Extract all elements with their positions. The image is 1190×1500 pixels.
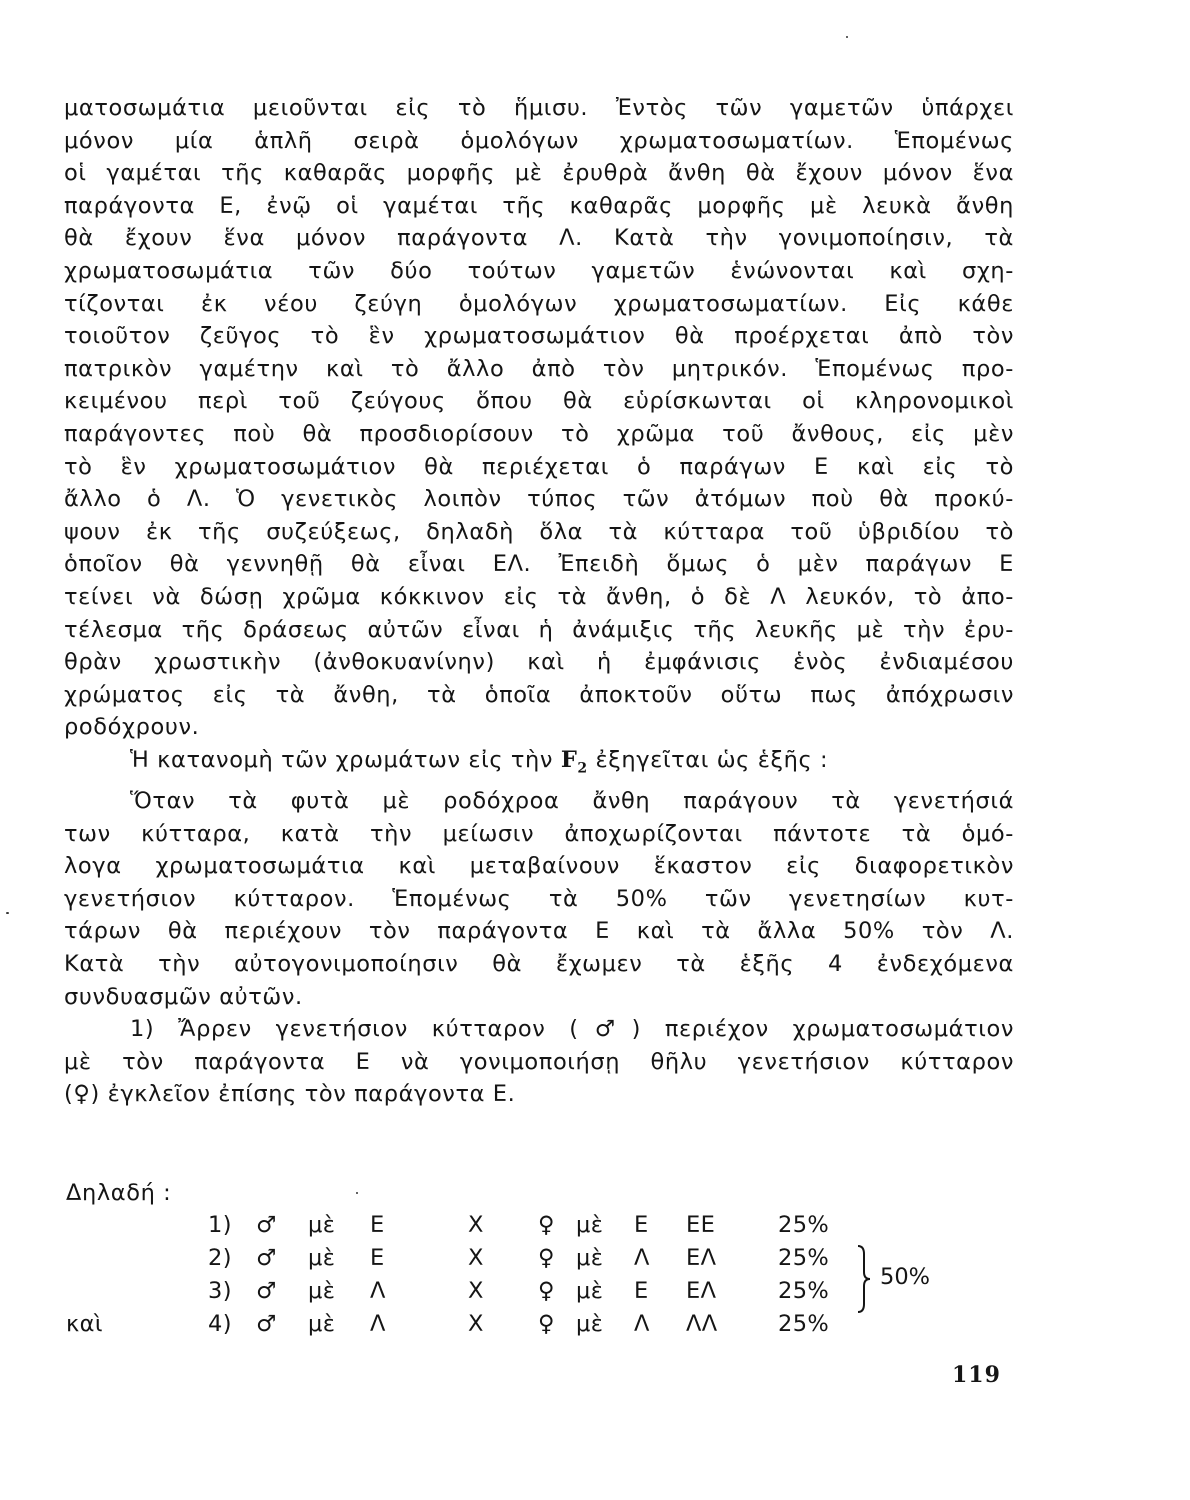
female-factor: Ε bbox=[634, 1212, 649, 1238]
male-symbol-icon: ♂ bbox=[256, 1212, 277, 1238]
cross-row bbox=[66, 1245, 966, 1278]
text-line: τοιοῦτον ζεῦγος τὸ ἓν χρωματοσωμάτιον θὰ προέρχεται ἀπὸ τὸν bbox=[64, 323, 1014, 350]
deladi-label: Δηλαδή : bbox=[66, 1180, 172, 1206]
cross-with: μὲ bbox=[576, 1245, 604, 1271]
cross-with: μὲ bbox=[308, 1212, 336, 1238]
cross-x: Χ bbox=[468, 1245, 484, 1271]
female-factor: Λ bbox=[634, 1245, 650, 1271]
text-line: 1) Ἄρρεν γενετήσιον κύτταρον (♂) περιέχον χρωματοσωμάτιον bbox=[130, 1016, 1014, 1043]
text-line: λογα χρωματοσωμάτια καὶ μεταβαίνουν ἕκαστον εἰς διαφορετικὸν bbox=[64, 853, 1014, 880]
text-line: ψουν ἐκ τῆς συζεύξεως, δηλαδὴ ὅλα τὰ κύτταρα τοῦ ὑβριδίου τὸ bbox=[64, 518, 1014, 545]
genotype: ΕΛ bbox=[686, 1278, 717, 1304]
text-line: μόνον μία ἁπλῆ σειρὰ ὁμολόγων χρωματοσωματίων. Ἑπομένως bbox=[64, 127, 1014, 154]
paper-speck bbox=[6, 912, 9, 914]
female-symbol-icon: ♀ bbox=[538, 1311, 555, 1337]
percentage: 25% bbox=[778, 1245, 830, 1271]
genotype: ΛΛ bbox=[686, 1311, 718, 1337]
text-line: Ὅταν τὰ φυτὰ μὲ ροδόχροα ἄνθη παράγουν τὰ γενετήσιά bbox=[130, 787, 1014, 814]
text-line: Κατὰ τὴν αὐτογονιμοποίησιν θὰ ἔχωμεν τὰ ἑξῆς 4 ἐνδεχόμενα bbox=[64, 950, 1014, 977]
text-line: τάρων θὰ περιέχουν τὸν παράγοντα Ε καὶ τὰ ἄλλα 50% τὸν Λ. bbox=[64, 918, 1014, 945]
text-line: τίζονται ἐκ νέου ζεύγη ὁμολόγων χρωματοσωματίων. Εἰς κάθε bbox=[64, 290, 1014, 317]
percentage: 25% bbox=[778, 1212, 830, 1238]
cross-number: 1) bbox=[208, 1212, 232, 1238]
f2-suffix: ἐξηγεῖται ὡς ἑξῆς : bbox=[587, 746, 829, 773]
curly-brace-icon bbox=[852, 1244, 876, 1314]
body-text bbox=[64, 92, 1014, 1111]
text-line: τείνει νὰ δώσῃ χρῶμα κόκκινον εἰς τὰ ἄνθη, ὁ δὲ Λ λευκόν, τὸ ἀπο- bbox=[64, 583, 1014, 610]
male-factor: Ε bbox=[370, 1245, 385, 1271]
text-line: θὰ ἔχουν ἕνα μόνον παράγοντα Λ. Κατὰ τὴν γονιμοποίησιν, τὰ bbox=[64, 225, 1014, 252]
cross-x: Χ bbox=[468, 1212, 484, 1238]
female-factor: Λ bbox=[634, 1311, 650, 1337]
paper-speck bbox=[356, 1192, 358, 1194]
text-line: ματοσωμάτια μειοῦνται εἰς τὸ ἥμισυ. Ἐντὸς τῶν γαμετῶν ὑπάρχει bbox=[64, 95, 1014, 121]
male-factor: Ε bbox=[370, 1212, 385, 1238]
percentage: 25% bbox=[778, 1278, 830, 1304]
brace-total: 50% bbox=[880, 1264, 931, 1290]
cross-x: Χ bbox=[468, 1311, 484, 1337]
cross-with: μὲ bbox=[308, 1245, 336, 1271]
female-symbol-icon: ♀ bbox=[538, 1212, 555, 1238]
text-line: (♀) ἐγκλεῖον ἐπίσης τὸν παράγοντα Ε. bbox=[64, 1081, 516, 1108]
text-line: παράγοντα Ε, ἐνῷ οἱ γαμέται τῆς καθαρᾶς μορφῆς μὲ λευκὰ ἄνθη bbox=[64, 192, 1014, 219]
male-factor: Λ bbox=[370, 1278, 386, 1304]
text-line: ἄλλο ὁ Λ. Ὁ γενετικὸς λοιπὸν τύπος τῶν ἀτόμων ποὺ θὰ προκύ- bbox=[64, 486, 1014, 513]
text-line: κειμένου περὶ τοῦ ζεύγους ὅπου θὰ εὑρίσκωνται οἱ κληρονομικοὶ bbox=[64, 388, 1014, 415]
cross-number: 2) bbox=[208, 1245, 232, 1271]
cross-number: 3) bbox=[208, 1278, 232, 1304]
percentage: 25% bbox=[778, 1311, 830, 1337]
cross-with: μὲ bbox=[308, 1311, 336, 1337]
text-line: χρώματος εἰς τὰ ἄνθη, τὰ ὁποῖα ἀποκτοῦν οὕτω πως ἀπόχρωσιν bbox=[64, 681, 1014, 708]
male-symbol-icon: ♂ bbox=[256, 1245, 277, 1271]
f2-line bbox=[64, 744, 1014, 785]
text-line: τέλεσμα τῆς δράσεως αὐτῶν εἶναι ἡ ἀνάμιξις τῆς λευκῆς μὲ τὴν ἐρυ- bbox=[64, 616, 1014, 643]
text-line: οἱ γαμέται τῆς καθαρᾶς μορφῆς μὲ ἐρυθρὰ ἄνθη θὰ ἔχουν μόνον ἕνα bbox=[64, 160, 1014, 187]
text-line: θρὰν χρωστικὴν (ἀνθοκυανίνην) καὶ ἡ ἐμφάνισις ἑνὸς ἐνδιαμέσου bbox=[64, 649, 1014, 676]
female-factor: Ε bbox=[634, 1278, 649, 1304]
text-line: γενετήσιον κύτταρον. Ἑπομένως τὰ 50% τῶν γενετησίων κυτ- bbox=[64, 885, 1014, 912]
cross-with: μὲ bbox=[576, 1278, 604, 1304]
cross-table bbox=[66, 1212, 966, 1344]
female-symbol-icon: ♀ bbox=[538, 1245, 555, 1271]
text-line: μὲ τὸν παράγοντα Ε νὰ γονιμοποιήσῃ θῆλυ γενετήσιον κύτταρον bbox=[64, 1048, 1014, 1075]
cross-with: μὲ bbox=[576, 1311, 604, 1337]
cross-number: 4) bbox=[208, 1311, 232, 1337]
text-line: τὸ ἓν χρωματοσωμάτιον θὰ περιέχεται ὁ παράγων Ε καὶ εἰς τὸ bbox=[64, 453, 1014, 480]
genotype: ΕΛ bbox=[686, 1245, 717, 1271]
female-symbol-icon: ♀ bbox=[538, 1278, 555, 1304]
male-factor: Λ bbox=[370, 1311, 386, 1337]
f2-symbol: F bbox=[560, 746, 578, 773]
cross-with: μὲ bbox=[308, 1278, 336, 1304]
cross-row bbox=[66, 1311, 966, 1344]
text-line: συνδυασμῶν αὐτῶν. bbox=[64, 983, 303, 1010]
cross-row bbox=[66, 1212, 966, 1245]
page-number: 119 bbox=[952, 1362, 1001, 1388]
text-line: ροδόχρουν. bbox=[64, 714, 200, 741]
text-line: παράγοντες ποὺ θὰ προσδιορίσουν τὸ χρῶμα τοῦ ἄνθους, εἰς μὲν bbox=[64, 420, 1014, 447]
cross-prefix: καὶ bbox=[66, 1311, 103, 1337]
text-line: ὁποῖον θὰ γεννηθῇ θὰ εἶναι ΕΛ. Ἐπειδὴ ὅμως ὁ μὲν παράγων Ε bbox=[64, 551, 1014, 578]
genotype: ΕΕ bbox=[686, 1212, 716, 1238]
paper-speck bbox=[846, 36, 848, 38]
male-symbol-icon: ♂ bbox=[256, 1311, 277, 1337]
cross-with: μὲ bbox=[576, 1212, 604, 1238]
cross-x: Χ bbox=[468, 1278, 484, 1304]
text-line: χρωματοσωμάτια τῶν δύο τούτων γαμετῶν ἑνώνονται καὶ σχη- bbox=[64, 257, 1014, 284]
f2-prefix: Ἡ κατανομὴ τῶν χρωμάτων εἰς τὴν bbox=[130, 746, 561, 773]
text-line: πατρικὸν γαμέτην καὶ τὸ ἄλλο ἀπὸ τὸν μητρικόν. Ἑπομένως προ- bbox=[64, 355, 1014, 382]
male-symbol-icon: ♂ bbox=[256, 1278, 277, 1304]
f2-subscript: 2 bbox=[577, 760, 588, 777]
text-line: των κύτταρα, κατὰ τὴν μείωσιν ἀποχωρίζονται πάντοτε τὰ ὁμό- bbox=[64, 820, 1014, 847]
cross-row bbox=[66, 1278, 966, 1311]
